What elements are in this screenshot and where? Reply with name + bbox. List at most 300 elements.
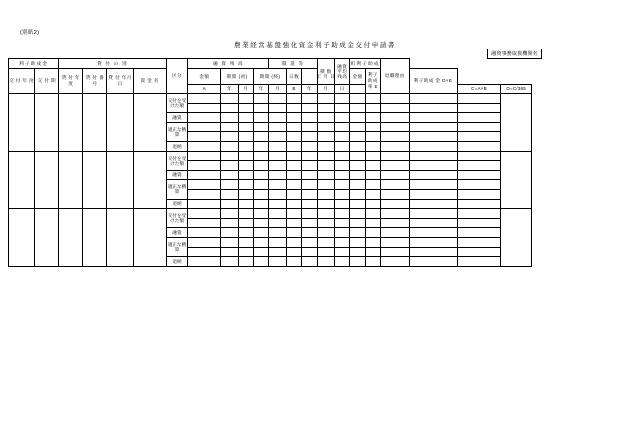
cell-shoukan-y[interactable]	[302, 94, 317, 104]
rowlabel-granted: 交付を受けた額	[166, 209, 188, 228]
cell-kikan-start-m[interactable]	[238, 132, 253, 142]
cell-joseiritsu[interactable]	[409, 141, 457, 151]
cell-shoukan-d[interactable]	[335, 237, 350, 247]
cell-shoukan-d[interactable]	[335, 103, 350, 113]
cell-shoukan-y[interactable]	[302, 209, 317, 219]
cell-kikan-end-y[interactable]	[254, 209, 269, 219]
cell-joseikin[interactable]	[457, 103, 501, 113]
cell-shoukan-m[interactable]	[317, 113, 335, 123]
cell-kikan-end-m[interactable]	[269, 122, 287, 132]
cell-kikan-end-m[interactable]	[269, 199, 287, 209]
cell-sekisuu[interactable]	[365, 247, 380, 257]
cell-kikan-end-y[interactable]	[254, 113, 269, 123]
cell-kikan-start-m[interactable]	[238, 161, 253, 171]
cell-sekisuu[interactable]	[365, 170, 380, 180]
cell-kingaku[interactable]	[188, 132, 221, 142]
cell-shoukan-d[interactable]	[335, 209, 350, 219]
cell-shoukan-y[interactable]	[302, 257, 317, 267]
cell-kikan-end-m[interactable]	[269, 257, 287, 267]
cell-average[interactable]	[381, 237, 409, 247]
cell-shoukan-y[interactable]	[302, 228, 317, 238]
cell-shoukan-d[interactable]	[335, 247, 350, 257]
cell-kingaku[interactable]	[188, 257, 221, 267]
cell-sekisuu[interactable]	[365, 189, 380, 199]
cell-kikan-start-m[interactable]	[238, 113, 253, 123]
cell-kikan-start-m[interactable]	[238, 237, 253, 247]
cell-kikan-end-y[interactable]	[254, 237, 269, 247]
cell-kikan-start-m[interactable]	[238, 209, 253, 219]
col-kikan-end: 期間 (終)	[254, 69, 287, 85]
cell-shoukan-kingaku[interactable]	[350, 228, 365, 238]
cell-nissuu[interactable]	[286, 257, 301, 267]
cell-joseikin[interactable]	[457, 218, 501, 228]
cell-nissuu[interactable]	[286, 103, 301, 113]
cell-kikan-end-m[interactable]	[269, 103, 287, 113]
cell-kikan-end-y[interactable]	[254, 161, 269, 171]
cell-kingaku[interactable]	[188, 170, 221, 180]
cell-joseikin[interactable]	[457, 228, 501, 238]
cell-joseiritsu[interactable]	[409, 247, 457, 257]
cell-kashitsuke-bangou[interactable]	[83, 151, 107, 209]
cell-shoukan-m[interactable]	[317, 103, 335, 113]
cell-kingaku[interactable]	[188, 161, 221, 171]
cell-kikan-end-m[interactable]	[269, 218, 287, 228]
rowlabel-refund: 退納	[166, 199, 188, 209]
cell-tekiyou[interactable]	[501, 94, 532, 152]
cell-kashitsuke-date[interactable]	[107, 94, 133, 152]
group-interest-subsidy: 利子助成金	[9, 59, 59, 69]
cell-joseikin[interactable]	[457, 132, 501, 142]
cell-shoukan-kingaku[interactable]	[350, 199, 365, 209]
cell-kikan-start-m[interactable]	[238, 257, 253, 267]
cell-kashitsuke-date[interactable]	[107, 209, 133, 267]
cell-kikan-start-y[interactable]	[221, 113, 239, 123]
cell-joseiritsu[interactable]	[409, 103, 457, 113]
cell-kikan-start-y[interactable]	[221, 180, 239, 190]
cell-shoukan-m[interactable]	[317, 122, 335, 132]
cell-kikan-start-y[interactable]	[221, 170, 239, 180]
page-title: 農業経営基盤強化資金利子助成金交付申請書	[234, 42, 396, 49]
cell-kikan-start-m[interactable]	[238, 103, 253, 113]
cell-koufu-nendo[interactable]	[9, 94, 35, 152]
cell-shoukan-d[interactable]	[335, 94, 350, 104]
cell-average[interactable]	[381, 218, 409, 228]
cell-joseiritsu[interactable]	[409, 170, 457, 180]
cell-joseikin[interactable]	[457, 180, 501, 190]
cell-average[interactable]	[381, 94, 409, 104]
cell-joseiritsu[interactable]	[409, 189, 457, 199]
cell-shoukan-y[interactable]	[302, 132, 317, 142]
cell-kikan-end-m[interactable]	[269, 151, 287, 161]
cell-shoukan-kingaku[interactable]	[350, 237, 365, 247]
cell-shoukan-m[interactable]	[317, 189, 335, 199]
cell-kashitsuke-date[interactable]	[107, 151, 133, 209]
cell-nissuu[interactable]	[286, 189, 301, 199]
cell-joseikin[interactable]	[457, 209, 501, 219]
cell-joseiritsu[interactable]	[409, 122, 457, 132]
cell-kingaku[interactable]	[188, 237, 221, 247]
cell-kikan-start-y[interactable]	[221, 218, 239, 228]
cell-joseiritsu[interactable]	[409, 218, 457, 228]
cell-shoukan-m[interactable]	[317, 180, 335, 190]
cell-average[interactable]	[381, 103, 409, 113]
cell-shoukan-y[interactable]	[302, 170, 317, 180]
cell-nissuu[interactable]	[286, 209, 301, 219]
cell-joseikin[interactable]	[457, 189, 501, 199]
cell-joseikin[interactable]	[457, 113, 501, 123]
cell-tekiyou[interactable]	[501, 151, 532, 209]
cell-sekisuu[interactable]	[365, 161, 380, 171]
cell-kikan-start-y[interactable]	[221, 103, 239, 113]
table-row	[9, 151, 622, 161]
cell-koufu-ki[interactable]	[35, 209, 59, 267]
cell-shoukan-kingaku[interactable]	[350, 94, 365, 104]
cell-kingaku[interactable]	[188, 247, 221, 257]
cell-kikan-end-y[interactable]	[254, 170, 269, 180]
cell-kikan-start-y[interactable]	[221, 141, 239, 151]
cell-shoukan-kingaku[interactable]	[350, 257, 365, 267]
cell-kikan-end-y[interactable]	[254, 132, 269, 142]
cell-kikan-end-y[interactable]	[254, 180, 269, 190]
cell-shoukan-kingaku[interactable]	[350, 132, 365, 142]
cell-shoukan-d[interactable]	[335, 122, 350, 132]
cell-kikan-end-m[interactable]	[269, 170, 287, 180]
cell-shoukan-d[interactable]	[335, 141, 350, 151]
cell-sekisuu[interactable]	[365, 218, 380, 228]
cell-nissuu[interactable]	[286, 132, 301, 142]
cell-sekisuu[interactable]	[365, 103, 380, 113]
cell-kikan-start-y[interactable]	[221, 257, 239, 267]
cell-sekisuu[interactable]	[365, 151, 380, 161]
cell-shoukan-m[interactable]	[317, 218, 335, 228]
cell-shoukan-d[interactable]	[335, 228, 350, 238]
cell-kashitsuke-nendo[interactable]	[59, 151, 83, 209]
cell-joseikin[interactable]	[457, 122, 501, 132]
cell-joseikin[interactable]	[457, 94, 501, 104]
cell-shoukan-kingaku[interactable]	[350, 218, 365, 228]
cell-shoukan-y[interactable]	[302, 151, 317, 161]
cell-kikan-start-m[interactable]	[238, 180, 253, 190]
cell-shoukan-d[interactable]	[335, 170, 350, 180]
cell-shikin-mei[interactable]	[133, 209, 166, 267]
cell-shikin-mei[interactable]	[133, 94, 166, 152]
cell-kikan-start-m[interactable]	[238, 170, 253, 180]
cell-koufu-nendo[interactable]	[9, 151, 35, 209]
cell-kashitsuke-nendo[interactable]	[59, 209, 83, 267]
cell-kikan-end-m[interactable]	[269, 161, 287, 171]
cell-average[interactable]	[381, 228, 409, 238]
cell-kikan-start-m[interactable]	[238, 228, 253, 238]
cell-joseiritsu[interactable]	[409, 180, 457, 190]
cell-kikan-end-m[interactable]	[269, 237, 287, 247]
cell-kashitsuke-nendo[interactable]	[59, 94, 83, 152]
cell-kikan-start-y[interactable]	[221, 94, 239, 104]
cell-shoukan-d[interactable]	[335, 132, 350, 142]
cell-nissuu[interactable]	[286, 161, 301, 171]
cell-shoukan-m[interactable]	[317, 151, 335, 161]
cell-joseikin[interactable]	[457, 247, 501, 257]
cell-kikan-start-m[interactable]	[238, 247, 253, 257]
cell-nissuu[interactable]	[286, 122, 301, 132]
cell-sekisuu[interactable]	[365, 237, 380, 247]
cell-kikan-start-y[interactable]	[221, 209, 239, 219]
cell-average[interactable]	[381, 113, 409, 123]
rowlabel-loan: 融資	[166, 170, 188, 180]
cell-shoukan-m[interactable]	[317, 132, 335, 142]
cell-kikan-end-y[interactable]	[254, 103, 269, 113]
cell-kikan-end-m[interactable]	[269, 180, 287, 190]
rowlabel-granted: 交付を受けた額	[166, 94, 188, 113]
cell-shoukan-y[interactable]	[302, 122, 317, 132]
cell-kingaku[interactable]	[188, 122, 221, 132]
cell-shoukan-m[interactable]	[317, 141, 335, 151]
cell-average[interactable]	[381, 132, 409, 142]
cell-nissuu[interactable]	[286, 247, 301, 257]
table-row	[9, 94, 622, 104]
cell-joseiritsu[interactable]	[409, 257, 457, 267]
cell-nissuu[interactable]	[286, 218, 301, 228]
cell-kingaku[interactable]	[188, 103, 221, 113]
rowlabel-refund: 退納	[166, 141, 188, 151]
cell-sekisuu[interactable]	[365, 122, 380, 132]
header-group-row	[9, 59, 622, 69]
cell-average[interactable]	[381, 161, 409, 171]
cell-kikan-end-y[interactable]	[254, 94, 269, 104]
cell-kikan-start-m[interactable]	[238, 94, 253, 104]
cell-shoukan-kingaku[interactable]	[350, 113, 365, 123]
cell-shoukan-y[interactable]	[302, 247, 317, 257]
cell-kikan-end-m[interactable]	[269, 113, 287, 123]
cell-joseiritsu[interactable]	[409, 151, 457, 161]
cell-joseiritsu[interactable]	[409, 161, 457, 171]
cell-joseiritsu[interactable]	[409, 113, 457, 123]
cell-nissuu[interactable]	[286, 228, 301, 238]
cell-shoukan-m[interactable]	[317, 257, 335, 267]
cell-kikan-end-y[interactable]	[254, 218, 269, 228]
cell-shoukan-d[interactable]	[335, 161, 350, 171]
cell-kingaku[interactable]	[188, 199, 221, 209]
cell-sekisuu[interactable]	[365, 199, 380, 209]
cell-shoukan-m[interactable]	[317, 161, 335, 171]
unit-shoukan-kingaku	[350, 84, 365, 93]
cell-shoukan-kingaku[interactable]	[350, 141, 365, 151]
cell-shoukan-m[interactable]	[317, 228, 335, 238]
cell-shoukan-y[interactable]	[302, 218, 317, 228]
cell-average[interactable]	[381, 122, 409, 132]
cell-kingaku[interactable]	[188, 180, 221, 190]
cell-tekiyou[interactable]	[501, 209, 532, 267]
cell-joseiritsu[interactable]	[409, 228, 457, 238]
cell-kikan-start-y[interactable]	[221, 237, 239, 247]
cell-kikan-end-y[interactable]	[254, 189, 269, 199]
cell-sekisuu[interactable]	[365, 94, 380, 104]
cell-joseikin[interactable]	[457, 161, 501, 171]
table-row	[9, 209, 622, 219]
cell-joseikin[interactable]	[457, 170, 501, 180]
cell-shoukan-m[interactable]	[317, 170, 335, 180]
cell-kikan-start-m[interactable]	[238, 189, 253, 199]
cell-shoukan-m[interactable]	[317, 94, 335, 104]
rowlabel-loan: 融資	[166, 228, 188, 238]
cell-joseiritsu[interactable]	[409, 94, 457, 104]
cell-kikan-start-y[interactable]	[221, 132, 239, 142]
cell-average[interactable]	[381, 257, 409, 267]
cell-shoukan-m[interactable]	[317, 209, 335, 219]
cell-shoukan-m[interactable]	[317, 199, 335, 209]
cell-nissuu[interactable]	[286, 141, 301, 151]
cell-kikan-end-m[interactable]	[269, 247, 287, 257]
col-joseikin: 利子助成 金 D×E	[409, 69, 457, 94]
cell-kikan-start-y[interactable]	[221, 151, 239, 161]
cell-kingaku[interactable]	[188, 209, 221, 219]
cell-kingaku[interactable]	[188, 228, 221, 238]
cell-kikan-end-m[interactable]	[269, 228, 287, 238]
cell-average[interactable]	[381, 189, 409, 199]
cell-shoukan-d[interactable]	[335, 189, 350, 199]
cell-kikan-end-y[interactable]	[254, 141, 269, 151]
cell-average[interactable]	[381, 247, 409, 257]
formula-average: D=C/365	[501, 84, 532, 93]
cell-shoukan-kingaku[interactable]	[350, 151, 365, 161]
cell-nissuu[interactable]	[286, 199, 301, 209]
cell-kikan-start-m[interactable]	[238, 151, 253, 161]
cell-kikan-end-m[interactable]	[269, 209, 287, 219]
cell-sekisuu[interactable]	[365, 132, 380, 142]
cell-kikan-end-y[interactable]	[254, 199, 269, 209]
cell-kingaku[interactable]	[188, 189, 221, 199]
cell-shoukan-y[interactable]	[302, 180, 317, 190]
col-nissuu: 日数	[286, 69, 301, 85]
cell-koufu-ki[interactable]	[35, 94, 59, 152]
cell-koufu-ki[interactable]	[35, 151, 59, 209]
cell-joseiritsu[interactable]	[409, 237, 457, 247]
cell-kikan-end-y[interactable]	[254, 122, 269, 132]
cell-koufu-nendo[interactable]	[9, 209, 35, 267]
cell-joseikin[interactable]	[457, 257, 501, 267]
cell-joseiritsu[interactable]	[409, 209, 457, 219]
cell-kikan-start-m[interactable]	[238, 122, 253, 132]
cell-shoukan-y[interactable]	[302, 113, 317, 123]
cell-kikan-end-y[interactable]	[254, 151, 269, 161]
cell-shoukan-y[interactable]	[302, 161, 317, 171]
unit-kingaku-mark: A	[188, 84, 221, 93]
unit-kikan-start-month: 月	[238, 84, 253, 93]
cell-kikan-end-y[interactable]	[254, 228, 269, 238]
cell-average[interactable]	[381, 199, 409, 209]
unit-shoukan-year: 年	[302, 84, 317, 93]
cell-nissuu[interactable]	[286, 113, 301, 123]
cell-shoukan-d[interactable]	[335, 151, 350, 161]
cell-kikan-end-m[interactable]	[269, 189, 287, 199]
cell-joseikin[interactable]	[457, 199, 501, 209]
cell-average[interactable]	[381, 209, 409, 219]
col-average-balance: 融資平均残高	[335, 59, 350, 85]
col-shoukan-date: 年 月 日	[302, 69, 350, 85]
cell-kikan-end-y[interactable]	[254, 257, 269, 267]
cell-shoukan-y[interactable]	[302, 199, 317, 209]
cell-sekisuu[interactable]	[365, 209, 380, 219]
cell-kikan-start-y[interactable]	[221, 247, 239, 257]
cell-nissuu[interactable]	[286, 94, 301, 104]
cell-nissuu[interactable]	[286, 180, 301, 190]
cell-shikin-mei[interactable]	[133, 151, 166, 209]
cell-shoukan-kingaku[interactable]	[350, 189, 365, 199]
cell-shoukan-m[interactable]	[317, 247, 335, 257]
cell-average[interactable]	[381, 180, 409, 190]
cell-shoukan-kingaku[interactable]	[350, 180, 365, 190]
cell-shoukan-kingaku[interactable]	[350, 170, 365, 180]
cell-shoukan-kingaku[interactable]	[350, 103, 365, 113]
cell-kingaku[interactable]	[188, 151, 221, 161]
rowlabel-refund: 退納	[166, 257, 188, 267]
cell-shoukan-d[interactable]	[335, 113, 350, 123]
unit-shoukan-day: 日	[335, 84, 350, 93]
cell-sekisuu[interactable]	[365, 228, 380, 238]
cell-kingaku[interactable]	[188, 94, 221, 104]
cell-shoukan-y[interactable]	[302, 103, 317, 113]
cell-kikan-start-y[interactable]	[221, 199, 239, 209]
col-kingaku: 金額	[188, 69, 221, 85]
cell-shoukan-kingaku[interactable]	[350, 247, 365, 257]
cell-shoukan-y[interactable]	[302, 237, 317, 247]
cell-shoukan-d[interactable]	[335, 180, 350, 190]
cell-kikan-end-m[interactable]	[269, 132, 287, 142]
cell-kikan-end-m[interactable]	[269, 141, 287, 151]
cell-kingaku[interactable]	[188, 113, 221, 123]
cell-nissuu[interactable]	[286, 151, 301, 161]
cell-joseikin[interactable]	[457, 151, 501, 161]
cell-shoukan-kingaku[interactable]	[350, 209, 365, 219]
cell-sekisuu[interactable]	[365, 113, 380, 123]
cell-shoukan-y[interactable]	[302, 189, 317, 199]
cell-kashitsuke-bangou[interactable]	[83, 209, 107, 267]
cell-joseikin[interactable]	[457, 237, 501, 247]
cell-nissuu[interactable]	[286, 170, 301, 180]
cell-shoukan-m[interactable]	[317, 237, 335, 247]
cell-joseiritsu[interactable]	[409, 199, 457, 209]
cell-joseikin[interactable]	[457, 141, 501, 151]
header-column-row	[9, 69, 622, 85]
cell-kikan-end-y[interactable]	[254, 247, 269, 257]
cell-kikan-start-y[interactable]	[221, 228, 239, 238]
cell-kikan-start-y[interactable]	[221, 161, 239, 171]
cell-kingaku[interactable]	[188, 218, 221, 228]
cell-kikan-start-y[interactable]	[221, 189, 239, 199]
cell-shoukan-kingaku[interactable]	[350, 161, 365, 171]
cell-joseiritsu[interactable]	[409, 132, 457, 142]
cell-sekisuu[interactable]	[365, 141, 380, 151]
cell-kikan-start-m[interactable]	[238, 218, 253, 228]
cell-sekisuu[interactable]	[365, 257, 380, 267]
cell-shoukan-d[interactable]	[335, 218, 350, 228]
cell-shoukan-kingaku[interactable]	[350, 122, 365, 132]
cell-kashitsuke-bangou[interactable]	[83, 94, 107, 152]
cell-kikan-start-y[interactable]	[221, 122, 239, 132]
cell-shoukan-d[interactable]	[335, 199, 350, 209]
cell-sekisuu[interactable]	[365, 180, 380, 190]
cell-nissuu[interactable]	[286, 237, 301, 247]
cell-kikan-start-m[interactable]	[238, 141, 253, 151]
cell-average[interactable]	[381, 151, 409, 161]
cell-shoukan-d[interactable]	[335, 257, 350, 267]
cell-average[interactable]	[381, 170, 409, 180]
cell-kikan-start-m[interactable]	[238, 199, 253, 209]
cell-kingaku[interactable]	[188, 141, 221, 151]
cell-average[interactable]	[381, 141, 409, 151]
cell-kikan-end-m[interactable]	[269, 94, 287, 104]
cell-shoukan-y[interactable]	[302, 141, 317, 151]
group-loan-type: 貸 付 の 別	[59, 59, 166, 69]
